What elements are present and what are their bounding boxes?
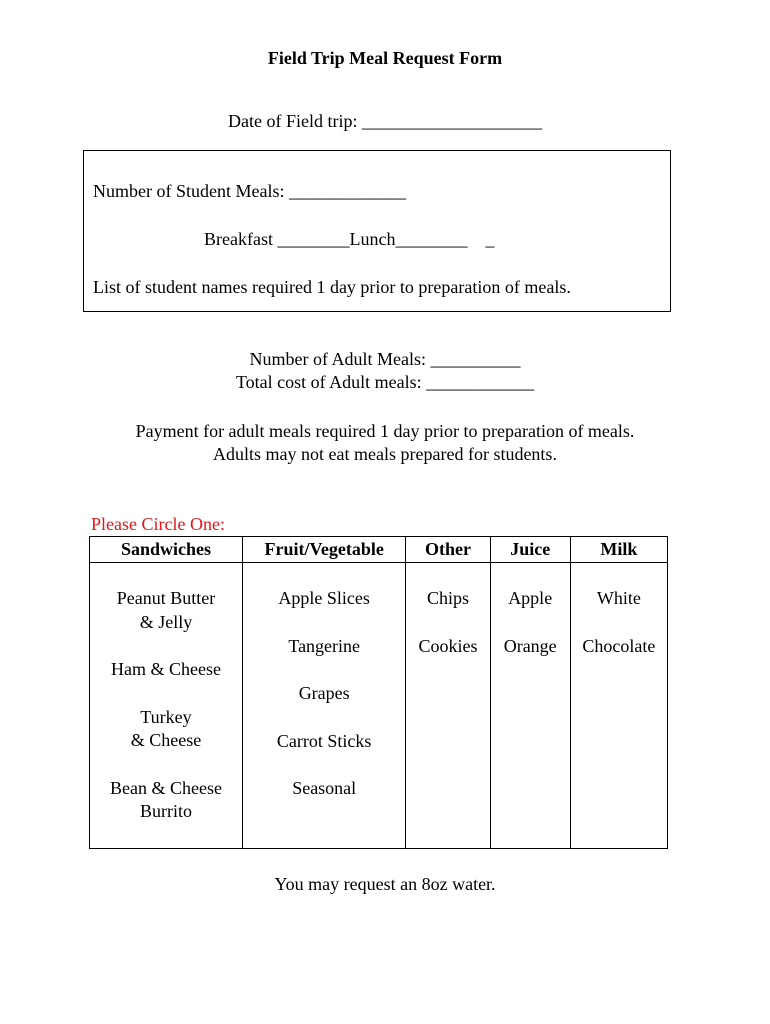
header-other: Other [406, 537, 490, 563]
please-circle-one-label: Please Circle One: [91, 514, 225, 534]
menu-items-row [90, 563, 668, 849]
menu-options-table [89, 536, 668, 849]
adult-restriction-note: Adults may not eat meals prepared for students. [213, 444, 557, 464]
menu-item[interactable]: Grapes [298, 683, 350, 703]
menu-item[interactable]: Chocolate [582, 635, 656, 656]
menu-item[interactable]: Peanut Butter & Jelly [116, 588, 216, 632]
date-of-field-trip-line: Date of Field trip: ____________________ [228, 111, 542, 131]
menu-item[interactable]: Seasonal [292, 778, 357, 798]
menu-item[interactable]: Ham & Cheese [110, 659, 221, 679]
menu-item[interactable]: Tangerine [288, 635, 361, 656]
total-cost-adult-meals-line: Total cost of Adult meals: ____________ [235, 372, 535, 392]
menu-item[interactable]: Carrot Sticks [276, 730, 372, 751]
menu-item[interactable]: Apple [508, 588, 553, 608]
milk-column [570, 563, 667, 849]
header-juice: Juice [490, 537, 570, 563]
adult-payment-note: Payment for adult meals required 1 day prior to preparation of meals. [135, 421, 635, 441]
menu-item[interactable]: Chips [427, 588, 470, 608]
number-of-student-meals-line: Number of Student Meals: _____________ [93, 181, 406, 201]
menu-item[interactable]: White [596, 588, 641, 608]
header-fruit-vegetable: Fruit/Vegetable [242, 537, 406, 563]
menu-item[interactable]: Bean & Cheese Burrito [109, 777, 222, 821]
menu-item[interactable]: Turkey & Cheese [130, 706, 202, 750]
header-sandwiches: Sandwiches [90, 537, 243, 563]
juice-column [490, 563, 570, 849]
number-of-adult-meals-line: Number of Adult Meals: __________ [249, 349, 521, 369]
sandwiches-column [90, 563, 243, 849]
menu-header-row [90, 537, 668, 563]
menu-item[interactable]: Apple Slices [278, 588, 370, 608]
student-names-note: List of student names required 1 day prior to preparation of meals. [93, 277, 571, 297]
fruit-vegetable-column [242, 563, 406, 849]
water-note: You may request an 8oz water. [274, 874, 496, 894]
header-milk: Milk [570, 537, 667, 563]
other-column [406, 563, 490, 849]
form-title: Field Trip Meal Request Form [267, 48, 503, 68]
menu-item[interactable]: Orange [503, 635, 557, 656]
breakfast-lunch-line: Breakfast ________Lunch________ _ [204, 229, 495, 249]
menu-item[interactable]: Cookies [418, 635, 478, 656]
